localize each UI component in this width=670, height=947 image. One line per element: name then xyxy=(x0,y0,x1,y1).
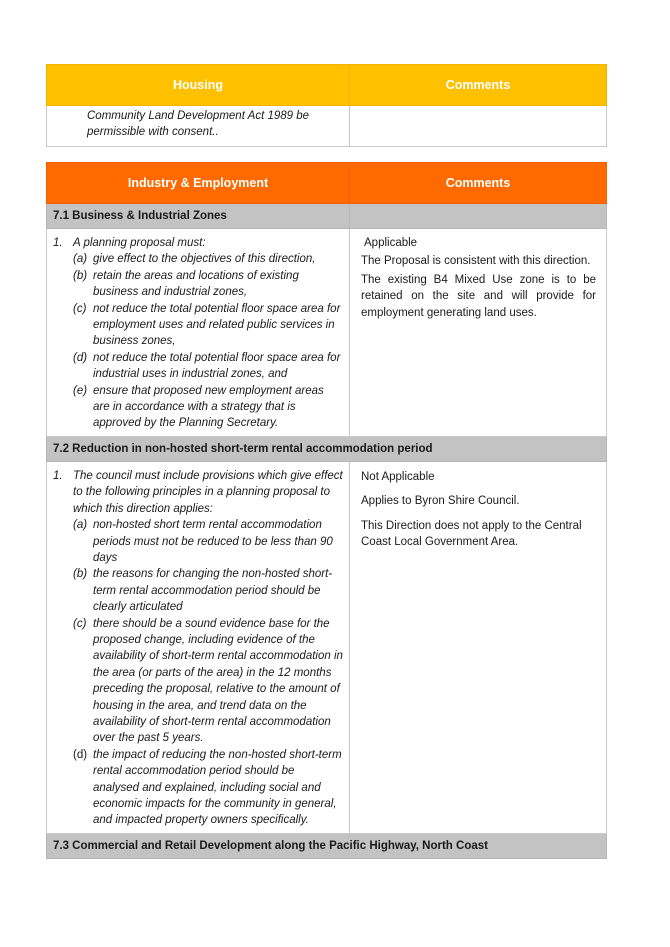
housing-header: Housing xyxy=(47,65,350,106)
section-7-2-comments xyxy=(350,461,607,833)
industry-header: Industry & Employment xyxy=(47,163,350,204)
industry-header-row xyxy=(47,163,607,204)
list-item: (a) give effect to the objectives of this direction, xyxy=(73,253,316,266)
section-7-2-lead-number: 1. xyxy=(53,469,63,482)
section-7-1-lead-number: 1. xyxy=(53,237,63,249)
section-7-1-row xyxy=(47,204,607,229)
comment-paragraph: The existing B4 Mixed Use zone is to be retained on the site and will provide for employment generating land uses. xyxy=(361,273,596,319)
housing-header-row xyxy=(47,65,607,106)
section-7-3-row xyxy=(47,833,607,858)
housing-continuation-text: Community Land Development Act 1989 be permissible with consent.. xyxy=(87,110,310,139)
applicability-status: Not Applicable xyxy=(361,470,435,483)
section-7-2-title: 7.2 Reduction in non-hosted short-term rental accommodation period xyxy=(47,436,607,461)
list-item: (e) ensure that proposed new employment areas are in accordance with a strategy that is approved by the Planning Secretary. xyxy=(73,384,324,430)
industry-comments-header: Comments xyxy=(350,163,607,204)
section-7-1-requirements xyxy=(47,229,350,437)
list-item: (c) there should be a sound evidence base for the proposed change, including evidence of the availability of short-term rental accommodation in the area (or parts of the area) in the 12 months preceding the proposal, relative to the amount of housing in the area, and trend data on the availability of short-term rental accommodation over the past 5 years. xyxy=(73,617,343,745)
section-7-2-content-row xyxy=(47,461,607,833)
housing-table xyxy=(46,64,607,147)
comment-paragraph: The Proposal is consistent with this direction. xyxy=(361,255,591,268)
section-7-1-title: 7.1 Business & Industrial Zones xyxy=(47,204,350,229)
section-7-2-row xyxy=(47,436,607,461)
industry-table xyxy=(46,162,607,859)
list-item: (b) retain the areas and locations of existing business and industrial zones, xyxy=(73,269,299,299)
housing-comment-cell xyxy=(350,106,607,147)
section-7-2-lead-text: The council must include provisions which give effect to the following principles in a planning proposal to which this direction applies: xyxy=(73,469,343,515)
housing-comments-header: Comments xyxy=(350,65,607,106)
list-item: (a) non-hosted short term rental accommodation periods must not be reduced to be less than 90 days xyxy=(73,519,333,564)
list-item: (d) not reduce the total potential floor space area for industrial uses in industrial zones, and xyxy=(73,351,341,381)
housing-continuation-row xyxy=(47,106,607,147)
section-7-1-lead-text: A planning proposal must: xyxy=(73,237,206,249)
section-7-3-title: 7.3 Commercial and Retail Development along the Pacific Highway, North Coast xyxy=(47,833,607,858)
section-7-1-content-row xyxy=(47,229,607,437)
list-item: (d) the impact of reducing the non-hosted short-term rental accommodation period should be analysed and explained, including social and economic impacts for the community in general, and impacted property owners specifically. xyxy=(73,748,342,827)
section-7-1-comments xyxy=(350,229,607,437)
section-7-2-requirements xyxy=(47,461,350,833)
applicability-status: Applicable xyxy=(364,237,418,249)
list-item: (b) the reasons for changing the non-hosted short-term rental accommodation period should be clearly articulated xyxy=(73,568,333,614)
comment-paragraph: This Direction does not apply to the Central Coast Local Government Area. xyxy=(361,519,582,549)
comment-paragraph: Applies to Byron Shire Council. xyxy=(361,495,520,508)
list-item: (c) not reduce the total potential floor space area for employment uses and related public services in business zones, xyxy=(73,302,341,348)
